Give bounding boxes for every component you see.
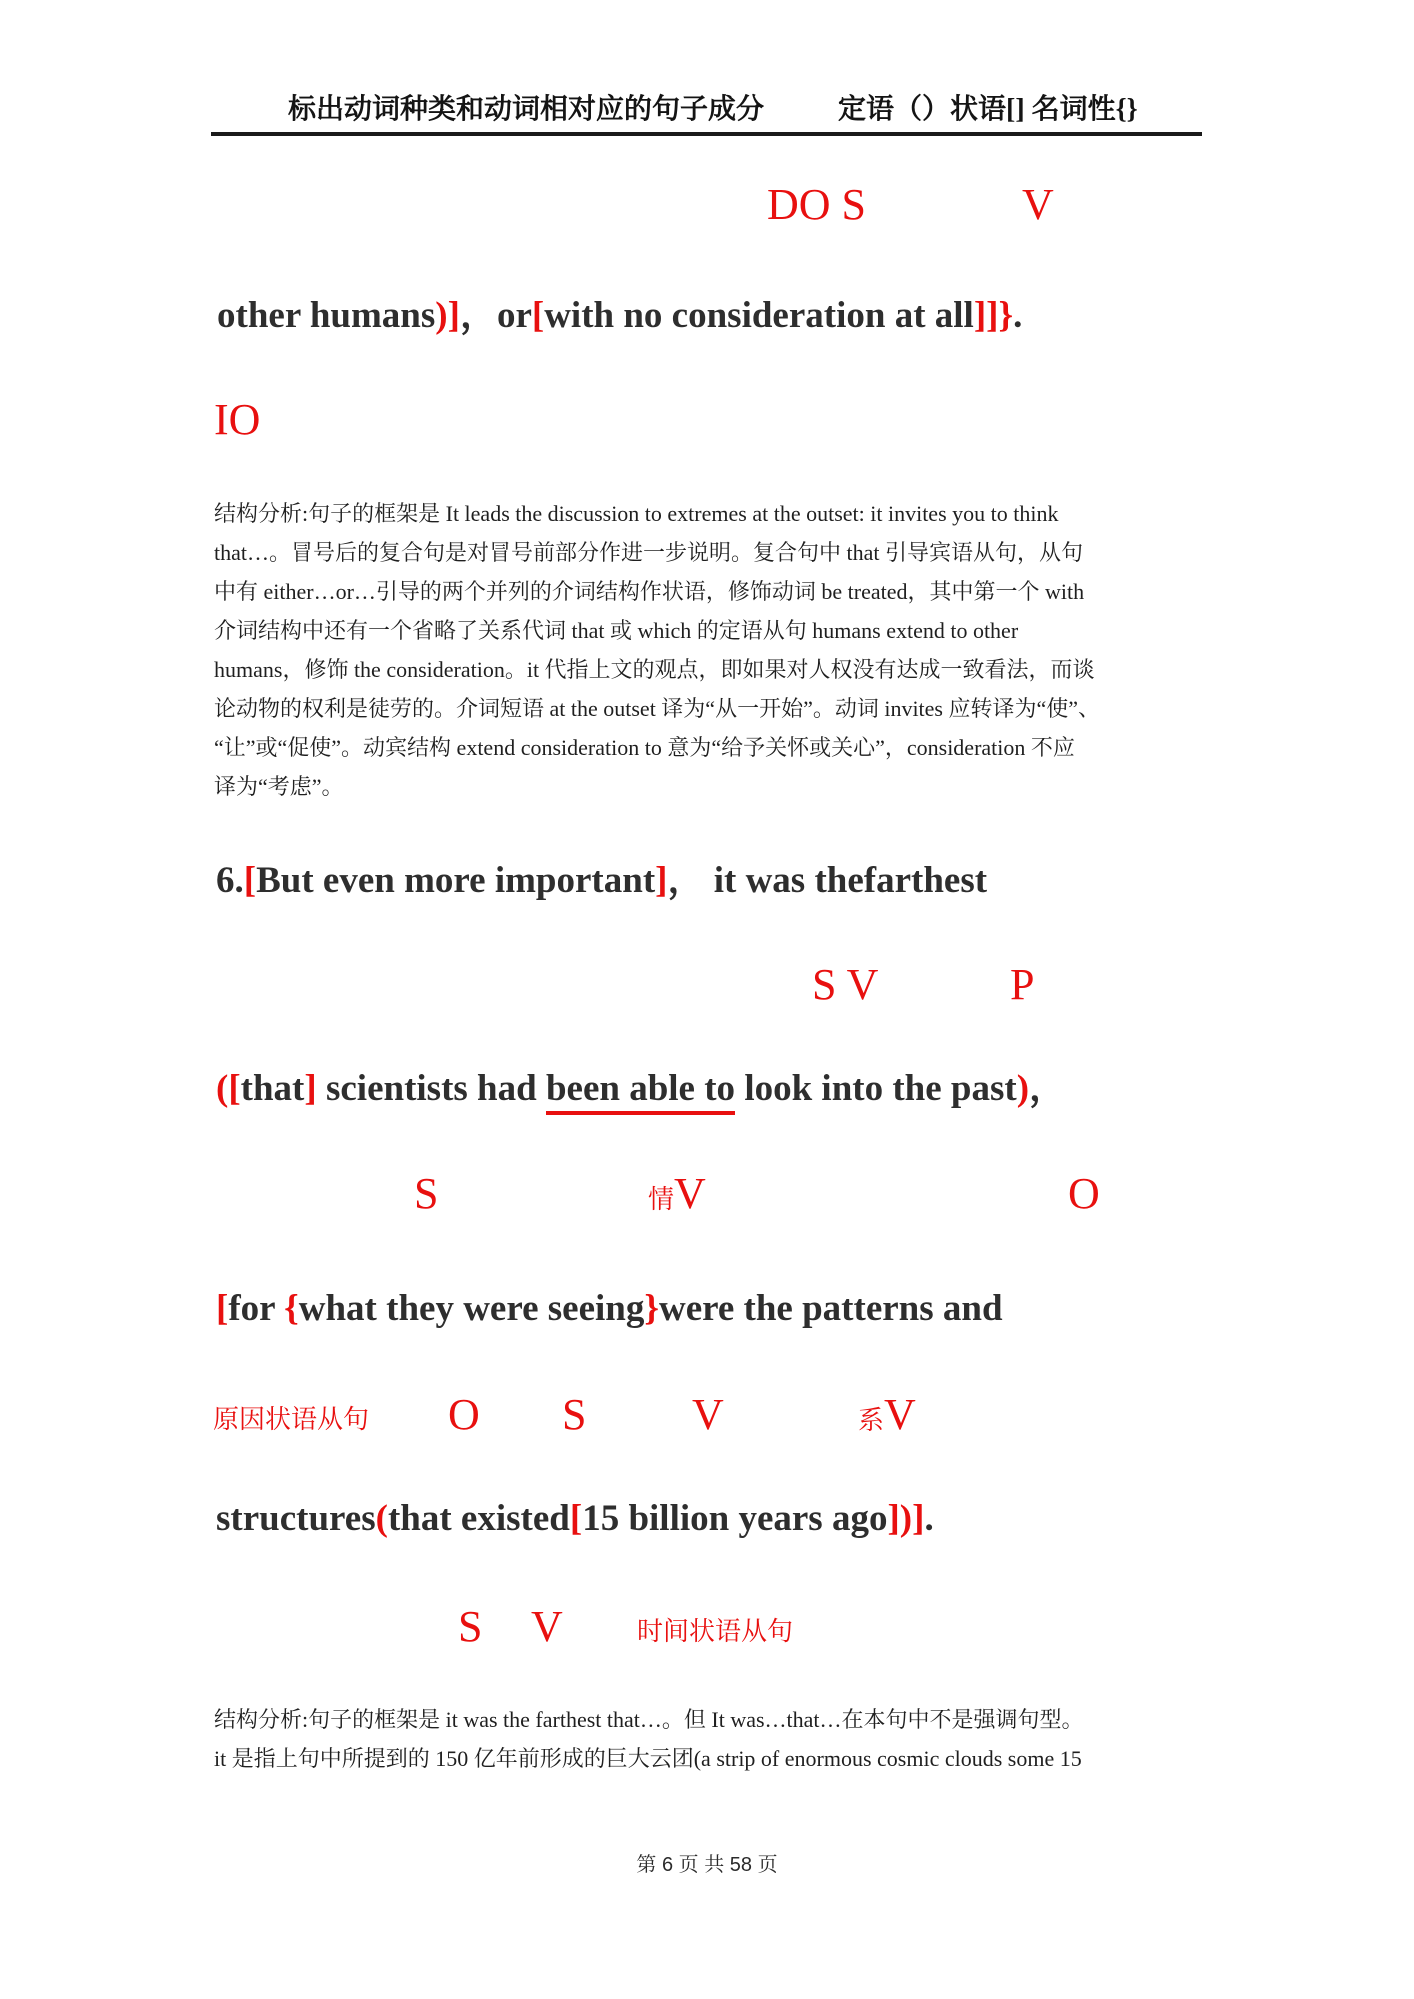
para-line: “让”或“促使”。动宾结构 extend consideration to 意为“给予关怀或关心”，consideration 不应 — [214, 735, 1075, 760]
text-segment: ])] — [887, 1498, 925, 1539]
annotation-o: O — [1068, 1169, 1100, 1218]
text-segment: it was thefarthest — [704, 860, 988, 901]
annotation-o: O — [448, 1390, 480, 1439]
text-segment: been able to — [546, 1068, 735, 1115]
header-title: 标出动词种类和动词相对应的句子成分 — [288, 94, 765, 125]
annotation-io: IO — [214, 395, 261, 444]
para-line: it 是指上句中所提到的 150 亿年前形成的巨大云团(a strip of enormous cosmic clouds some 15 — [214, 1746, 1082, 1771]
annotation-p: P — [1010, 960, 1035, 1009]
text-segment: [ — [531, 295, 545, 336]
annotation-qing: 情 — [648, 1185, 675, 1214]
text-segment: [ — [569, 1498, 583, 1539]
analysis-paragraph-1 — [214, 494, 1224, 806]
text-segment: } — [644, 1288, 659, 1329]
text-segment: ， — [667, 860, 705, 901]
text-segment: 6. — [216, 860, 244, 901]
para-line: 论动物的权利是徒劳的。介词短语 at the outset 译为“从一开始”。动词 invites 应转译为“使”、 — [214, 696, 1101, 721]
text-segment: . — [1013, 295, 1023, 336]
text-segment: ([ — [216, 1068, 241, 1109]
text-segment: ) — [1016, 1068, 1030, 1109]
text-segment: [ — [243, 860, 257, 901]
annotation-do-s: DO S — [767, 180, 867, 229]
text-segment: ] — [304, 1068, 317, 1109]
header-legend: 定语（）状语[] 名词性{} — [838, 94, 1138, 125]
annotation-cause-clause: 原因状语从句 — [213, 1405, 370, 1434]
para-line: 介词结构中还有一个省略了关系代词 that 或 which 的定语从句 humans extend to other — [214, 618, 1019, 643]
annotation-s: S — [562, 1390, 587, 1439]
para-line: humans，修饰 the consideration。it 代指上文的观点，即如果对人权没有达成一致看法，而谈 — [214, 657, 1095, 682]
header-rule — [211, 132, 1202, 136]
text-segment: But even more important — [256, 860, 656, 901]
sentence-structures — [216, 1498, 934, 1541]
sentence-that-clause — [216, 1068, 1066, 1111]
para-line: 译为“考虑”。 — [214, 774, 344, 799]
text-segment: ] — [655, 860, 668, 901]
text-segment: that existed — [387, 1498, 570, 1539]
annotation-v: V — [674, 1169, 706, 1218]
para-line: 中有 either…or…引导的两个并列的介词结构作状语，修饰动词 be treated，其中第一个 with — [214, 579, 1085, 604]
footer-page-number: 第 6 页 共 58 页 — [636, 1854, 778, 1876]
text-segment: or — [496, 295, 532, 336]
para-line: that…。冒号后的复合句是对冒号前部分作进一步说明。复合句中 that 引导宾语从句，从句 — [214, 540, 1083, 565]
annotation-v: V — [1022, 180, 1054, 229]
annotation-v: V — [884, 1390, 916, 1439]
text-segment: ]]} — [973, 295, 1014, 336]
text-segment: other humans — [217, 295, 436, 336]
text-segment: ( — [375, 1498, 388, 1539]
text-segment: with no consideration at all — [544, 295, 974, 336]
text-segment: structures — [216, 1498, 376, 1539]
annotation-xi: 系 — [858, 1406, 885, 1435]
para-line: 结构分析:句子的框架是 It leads the discussion to extremes at the outset: it invites you to think — [214, 501, 1059, 526]
text-segment: )] — [435, 295, 460, 336]
annotation-time-clause: 时间状语从句 — [637, 1617, 794, 1646]
para-line: 结构分析:句子的框架是 it was the farthest that…。但 It was…that…在本句中不是强调句型。 — [214, 1707, 1084, 1732]
sentence-heading-6 — [216, 860, 987, 903]
text-segment: for — [228, 1288, 285, 1329]
annotation-s: S — [414, 1169, 439, 1218]
text-segment: scientists had — [316, 1068, 546, 1109]
text-segment: that — [240, 1068, 305, 1109]
text-segment: what they were seeing — [298, 1288, 645, 1329]
sentence-other-humans — [217, 295, 1022, 338]
text-segment: were the patterns and — [658, 1288, 1003, 1329]
text-segment: 15 billion years ago — [582, 1498, 888, 1539]
text-segment: [ — [216, 1288, 229, 1329]
text-segment: look into the past — [735, 1068, 1017, 1109]
annotation-xi-v — [858, 1390, 916, 1439]
annotation-s-v: S V — [812, 960, 879, 1009]
text-segment: { — [284, 1288, 299, 1329]
annotation-v: V — [531, 1602, 563, 1651]
annotation-s: S — [458, 1602, 483, 1651]
sentence-for-clause — [216, 1288, 1003, 1331]
analysis-paragraph-2 — [214, 1700, 1224, 1778]
text-segment: ， — [1029, 1068, 1067, 1109]
annotation-qing-v — [648, 1169, 706, 1218]
annotation-v: V — [692, 1390, 724, 1439]
text-segment: . — [924, 1498, 934, 1539]
text-segment: ， — [459, 295, 497, 336]
